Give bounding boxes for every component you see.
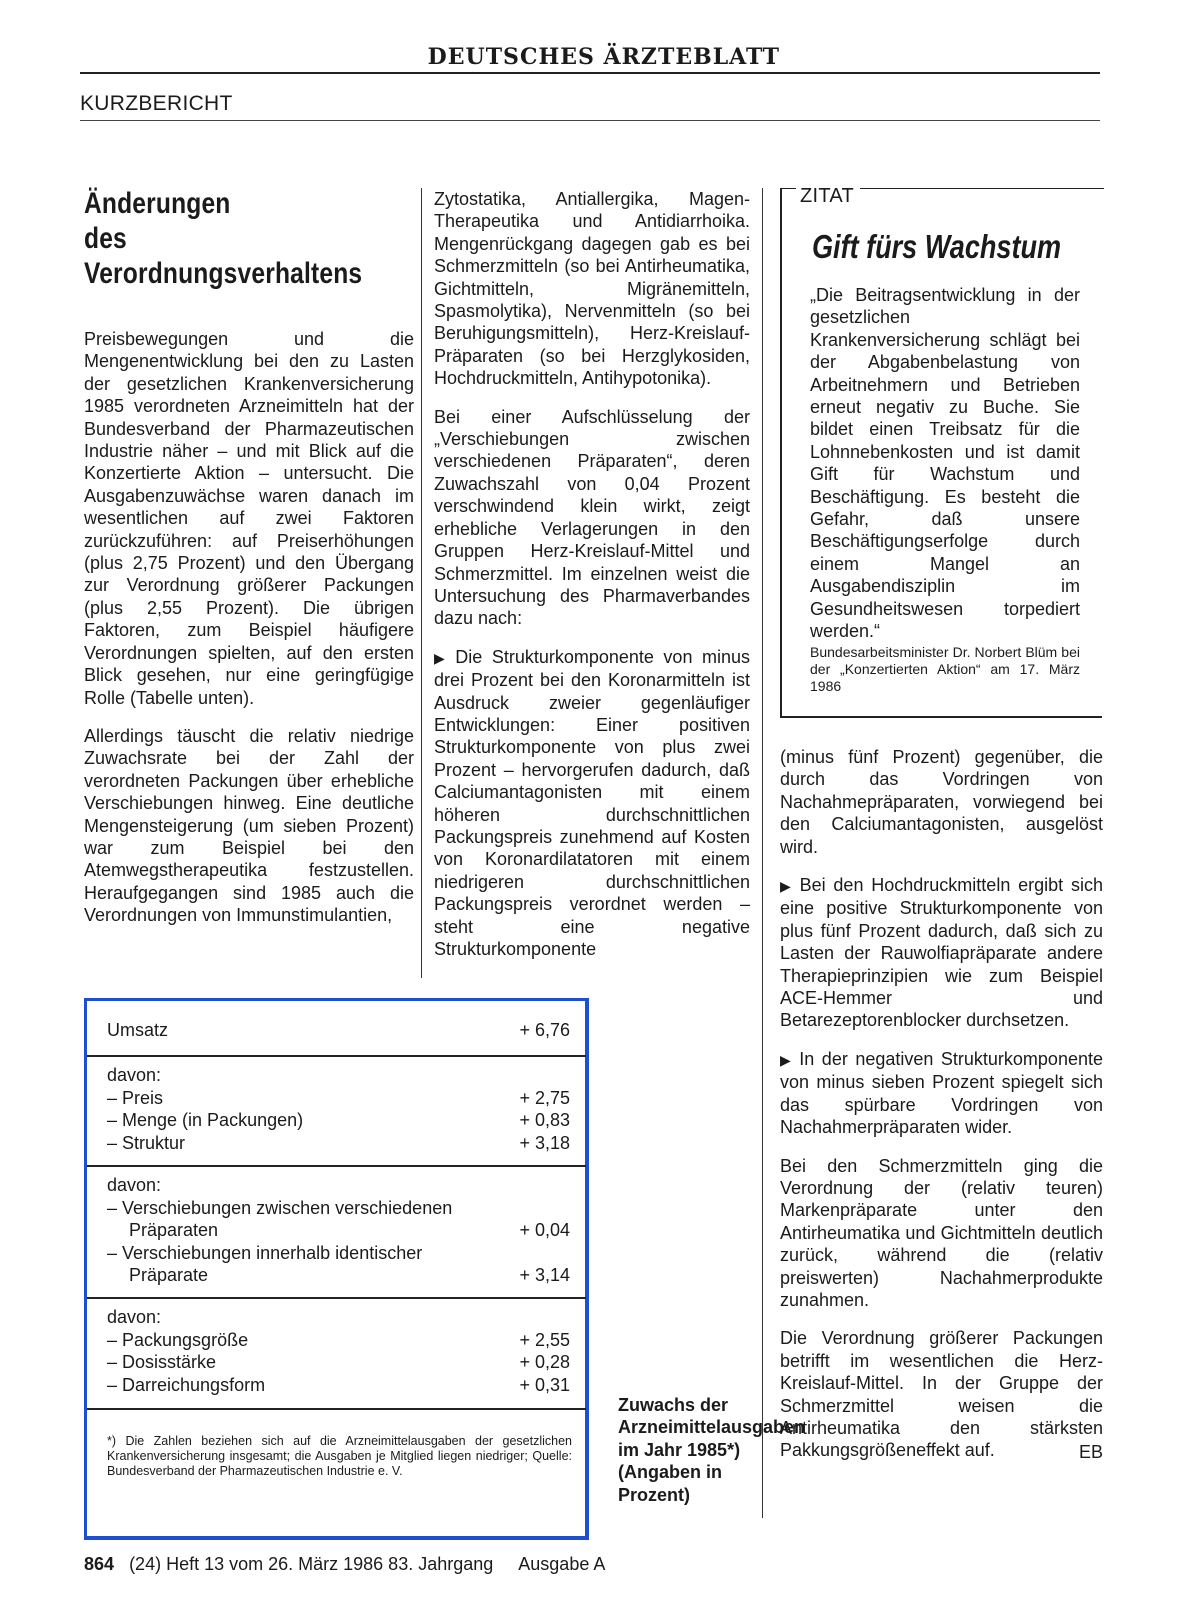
row-value: + 2,55 — [519, 1329, 570, 1350]
paragraph — [780, 1327, 1103, 1461]
row-label: – Darreichungsform — [107, 1374, 266, 1395]
header-rule — [80, 120, 1100, 121]
group-head-text: davon: — [107, 1307, 162, 1327]
table-rule — [87, 1297, 586, 1299]
group-head-text: davon: — [107, 1175, 162, 1195]
paragraph: (minus fünf Prozent) gegenüber, die durch das Vordringen von Nachahmepräparaten, vorwiegend bei den Calciumantagonisten, ausgelöst wird. — [780, 747, 1103, 857]
row-value: + 0,83 — [519, 1110, 570, 1131]
table-row — [107, 1374, 570, 1397]
table-row — [107, 1109, 570, 1132]
paragraph: Zytostatika, Antiallergika, Magen-Therapeutika und Antidiarrhoika. Mengenrückgang dagegen gab es bei Schmerzmitteln (so bei Antirheumatika, Gichtmitteln, Migränemitteln, Spasmolytika), Nervenmitteln (so bei Beruhigungsmitteln), Herz-Kreislauf-Präparaten (so bei Herzglykosiden, Hochdruckmitteln, Antihypotonika). — [434, 189, 750, 389]
quote-text: „Die Beitragsentwicklung in der gesetzlichen Krankenversicherung schlägt bei der Abgabenbelastung von Arbeitnehmern und Betrieben erneut negativ zu Buche. Sie bildet einen Treibsatz für die Lohnnebenkosten und ist damit Gift für Wachstum und Beschäftigung. Es besteht die Gefahr, daß unsere Beschäftigungserfolge durch einem Mangel an Ausgabendisziplin im Gesundheitswesen torpediert werden.“ — [810, 285, 1080, 642]
table-group-1 — [107, 1064, 570, 1154]
paragraph-text: Die Verordnung größerer Packungen betrifft im wesentlichen die Herz-Kreislauf-Mittel. In der Gruppe der Schmerzmittel weisen die Antirheumatika den stärksten Pakkungsgrößeneffekt auf. — [780, 1328, 1103, 1461]
row-label: Präparaten — [129, 1220, 219, 1241]
paragraph: Bei den Schmerzmitteln ging die Verordnung der (relativ teuren) Markenpräparate unter den Antirheumatika und Gichtmitteln deutlich zurück, während die (relativ preiswerten) Nachahmerprodukte zunahmen. — [780, 1155, 1103, 1310]
page-footer — [84, 1554, 611, 1575]
table-row — [107, 1132, 570, 1155]
row-label: – Verschiebungen zwischen verschiedenen — [107, 1197, 453, 1218]
data-table-box — [84, 998, 589, 1540]
row-label: – Struktur — [107, 1132, 186, 1153]
row-label: – Preis — [107, 1087, 164, 1108]
table-rule — [87, 1408, 586, 1410]
row-label: Präparate — [129, 1265, 209, 1286]
column-1 — [84, 328, 414, 943]
paragraph: Bei einer Aufschlüsselung der „Verschiebungen zwischen verschiedenen Präparaten“, deren Zuwachszahl von 0,04 Prozent verschwindend klein wirkt, zeigt erhebliche Verlagerungen in den Gruppen Herz-Kreislauf-Mittel und Schmerzmittel. Im einzelnen weist die Untersuchung des Pharmaverbandes dazu nach: — [434, 406, 750, 629]
paragraph-text: Bei den Hochdruckmitteln ergibt sich eine positive Strukturkomponente von plus fünf Prozent dadurch, daß sich zu Lasten der Rauwolfiapräparate andere Therapieprinzipien wie zum Beispiel ACE-Hemmer und Betarezeptorenblocker durchsetzen. — [780, 875, 1103, 1031]
bullet-paragraph — [434, 646, 750, 961]
bullet-paragraph — [780, 1048, 1103, 1139]
column-3 — [780, 746, 1103, 1462]
table-caption: Zuwachs der Arzneimittelausgaben im Jahr 1985*) (Angaben in Prozent) — [618, 1395, 806, 1505]
column-2 — [434, 188, 750, 976]
row-label: – Packungsgröße — [107, 1329, 249, 1350]
row-value: + 6,76 — [519, 1020, 570, 1040]
column-divider — [762, 188, 763, 1518]
table-umsatz — [107, 1019, 570, 1042]
quote-title: Gift fürs Wachstum — [812, 228, 1062, 265]
row-label: – Verschiebungen innerhalb identischer — [107, 1242, 423, 1263]
table-footnote: *) Die Zahlen beziehen sich auf die Arzneimittelausgaben der gesetzlichen Krankenversicherung insgesamt; die Ausgaben je Mitglied liegen niedriger; Quelle: Bundesverband der Pharmazeutischen Industrie e. V. — [107, 1434, 572, 1478]
page-number: 864 — [84, 1554, 115, 1574]
row-value: + 0,28 — [519, 1352, 570, 1373]
row-value: + 0,04 — [519, 1220, 570, 1241]
group-head — [107, 1174, 570, 1197]
paragraph: Allerdings täuscht die relativ niedrige Zuwachsrate bei der Zahl der verordneten Packungen über erhebliche Verschiebungen hinweg. Eine deutliche Mengensteigerung (um sieben Prozent) war zum Beispiel bei den Atemwegstherapeutika festzustellen. Heraufgegangen sind 1985 auch die Verordnungen von Immunstimulantien, — [84, 725, 414, 926]
journal-title: DEUTSCHES ÄRZTEBLATT — [427, 44, 780, 70]
table-rule — [87, 1165, 586, 1167]
masthead — [80, 44, 1100, 74]
group-head — [107, 1064, 570, 1087]
table-row — [107, 1019, 570, 1042]
bullet-paragraph — [780, 874, 1103, 1032]
table-group-2 — [107, 1174, 570, 1287]
row-value: + 0,31 — [519, 1374, 570, 1395]
table-row — [107, 1197, 570, 1220]
issue-info: (24) Heft 13 vom 26. März 1986 83. Jahrgang — [129, 1554, 494, 1574]
table-rule — [87, 1055, 586, 1057]
table-row — [107, 1219, 570, 1242]
column-divider — [421, 188, 422, 978]
row-label: – Menge (in Packungen) — [107, 1110, 304, 1131]
table-row — [107, 1242, 570, 1265]
table-row — [107, 1351, 570, 1374]
edition-info: Ausgabe A — [518, 1554, 606, 1574]
row-value: + 3,18 — [519, 1132, 570, 1153]
article-headline — [84, 186, 363, 291]
group-head — [107, 1306, 570, 1329]
row-label: – Dosisstärke — [107, 1352, 217, 1373]
author-sign: EB — [1078, 1442, 1103, 1463]
row-value: + 3,14 — [519, 1265, 570, 1286]
paragraph-text: Die Strukturkomponente von minus drei Prozent bei den Koronarmitteln ist Ausdruck zweier gegenläufiger Entwicklungen: Einer positiven Strukturkomponente von plus zwei Prozent – hervorgerufen dadurch, daß Calciumantagonisten mit einem höheren durchschnittlichen Packungspreis zunehmend auf Kosten von Koronardilatatoren mit einem niedrigeren durchschnittlichen Packungspreis verordnet werden – steht eine negative Strukturkomponente — [434, 646, 750, 959]
section-label: KURZBERICHT — [80, 92, 233, 115]
group-head-text: davon: — [107, 1065, 162, 1085]
table-group-3 — [107, 1306, 570, 1396]
quote-source: Bundesarbeitsminister Dr. Norbert Blüm bei der „Konzertierten Aktion“ am 17. März 1986 — [810, 644, 1080, 694]
table-row — [107, 1329, 570, 1352]
table-row — [107, 1264, 570, 1287]
table-row — [107, 1087, 570, 1110]
headline-line-3: Verordnungsverhaltens — [84, 257, 363, 290]
row-value: + 2,75 — [519, 1087, 570, 1108]
headline-line-2: des — [84, 222, 127, 255]
paragraph-text: In der negativen Strukturkomponente von minus sieben Prozent spiegelt sich das spürbare Vordringen von Nachahmerpräparaten wider. — [780, 1048, 1103, 1138]
quote-label: ZITAT — [796, 185, 860, 208]
row-label: Umsatz — [107, 1020, 169, 1040]
quote-box — [780, 185, 1102, 718]
paragraph: Preisbewegungen und die Mengenentwicklung bei den zu Lasten der gesetzlichen Krankenversicherung 1985 verordneten Arzneimitteln hat der Bundesverband der Pharmazeutischen Industrie näher – und mit Blick auf die Konzertierte Aktion – untersucht. Die Ausgabenzuwächse waren danach im wesentlichen auf zwei Faktoren zurückzuführen: auf Preiserhöhungen (plus 2,75 Prozent) und den Übergang zur Verordnung größerer Packungen (plus 2,55 Prozent). Die übrigen Faktoren, zum Beispiel häufigere Verordnungen spielten, auf den ersten Blick gesehen, nur eine geringfügige Rolle (Tabelle unten). — [84, 329, 414, 708]
headline-line-1: Änderungen — [84, 187, 231, 220]
